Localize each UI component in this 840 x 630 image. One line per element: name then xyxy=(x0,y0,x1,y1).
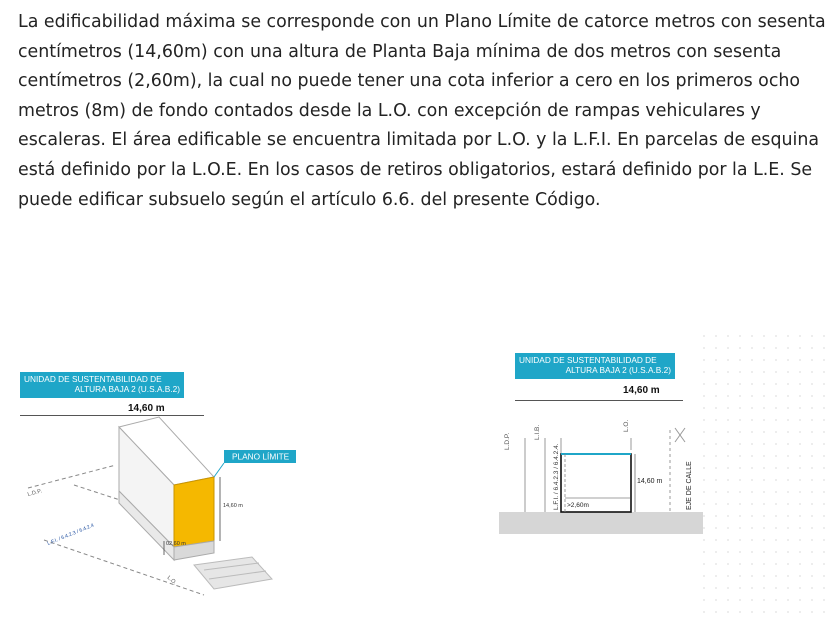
grid-dot xyxy=(763,419,765,421)
grid-dot xyxy=(739,335,741,337)
grid-dot xyxy=(811,383,813,385)
grid-dot xyxy=(751,443,753,445)
grid-dot xyxy=(799,419,801,421)
grid-dot xyxy=(775,371,777,373)
grid-dot xyxy=(823,335,825,337)
grid-dot xyxy=(823,395,825,397)
grid-dot xyxy=(787,563,789,565)
grid-dot xyxy=(727,455,729,457)
grid-dot xyxy=(751,347,753,349)
grid-dot xyxy=(727,539,729,541)
grid-dot xyxy=(727,527,729,529)
grid-dot xyxy=(739,407,741,409)
grid-dot xyxy=(727,359,729,361)
grid-dot xyxy=(703,599,705,601)
banner-line-1: UNIDAD DE SUSTENTABILIDAD DE xyxy=(519,355,657,365)
grid-dot xyxy=(799,539,801,541)
grid-dot xyxy=(703,431,705,433)
grid-dot xyxy=(715,455,717,457)
grid-dot xyxy=(787,359,789,361)
grid-dot xyxy=(703,407,705,409)
grid-dot xyxy=(751,407,753,409)
section-diagram xyxy=(495,350,725,540)
grid-dot xyxy=(787,479,789,481)
lfi-label: L.F.I. / 6.4.2.3 / 6.4.2.4 xyxy=(46,522,95,547)
grid-dot xyxy=(751,395,753,397)
grid-dot xyxy=(739,563,741,565)
grid-dot xyxy=(763,527,765,529)
side-height-label: 14,60 m xyxy=(223,503,243,509)
grid-dot xyxy=(751,503,753,505)
grid-dot xyxy=(775,515,777,517)
grid-dot xyxy=(703,443,705,445)
grid-dot xyxy=(739,383,741,385)
grid-dot xyxy=(823,359,825,361)
grid-dot xyxy=(715,443,717,445)
grid-dot xyxy=(763,359,765,361)
grid-dot xyxy=(775,611,777,613)
grid-dot xyxy=(739,527,741,529)
grid-dot xyxy=(703,335,705,337)
section-drawing xyxy=(495,350,725,540)
height-value: 14,60 m xyxy=(128,403,165,414)
grid-dot xyxy=(703,587,705,589)
grid-dot xyxy=(787,455,789,457)
grid-dot xyxy=(811,455,813,457)
grid-dot xyxy=(703,575,705,577)
grid-dot xyxy=(715,587,717,589)
grid-dot xyxy=(799,431,801,433)
grid-dot xyxy=(763,371,765,373)
grid-dot xyxy=(775,575,777,577)
grid-dot xyxy=(739,455,741,457)
grid-dot xyxy=(763,599,765,601)
grid-dot xyxy=(811,479,813,481)
grid-dot xyxy=(823,563,825,565)
grid-dot xyxy=(727,587,729,589)
grid-dot xyxy=(751,551,753,553)
grid-dot xyxy=(811,575,813,577)
grid-dot xyxy=(823,599,825,601)
grid-dot xyxy=(799,407,801,409)
grid-dot xyxy=(811,611,813,613)
grid-dot xyxy=(739,587,741,589)
grid-dot xyxy=(811,551,813,553)
grid-dot xyxy=(739,503,741,505)
grid-dot xyxy=(799,395,801,397)
grid-dot xyxy=(739,419,741,421)
grid-dot xyxy=(811,599,813,601)
grid-dot xyxy=(703,563,705,565)
grid-dot xyxy=(751,491,753,493)
grid-dot xyxy=(751,515,753,517)
grid-dot xyxy=(727,599,729,601)
grid-dot xyxy=(739,431,741,433)
grid-dot xyxy=(823,551,825,553)
grid-dot xyxy=(811,431,813,433)
grid-dot xyxy=(799,503,801,505)
grid-dot xyxy=(751,527,753,529)
body-paragraph: La edificabilidad máxima se corresponde con un Plano Límite de catorce metros con sesenta centímetros (14,60m) con una altura de Planta Baja mínima de dos metros con sesenta centímetros (2,60m), la cual no puede tener una cota inferior a cero en los primeros ocho metros (8m) de fondo contados desde la L.O. con excepción de rampas vehiculares y escaleras. El área edificable se encuentra limitada por L.O. y la L.F.I. En parcelas de esquina está definido por la L.O.E. En los casos de retiros obligatorios, estará definido por la L.E. Se puede edificar subsuelo según el artículo 6.6. del presente Código. xyxy=(18,12,826,210)
grid-dot xyxy=(703,419,705,421)
grid-dot xyxy=(799,491,801,493)
grid-dot xyxy=(811,563,813,565)
grid-dot xyxy=(823,503,825,505)
grid-dot xyxy=(775,335,777,337)
dot-grid xyxy=(700,330,830,620)
grid-dot xyxy=(751,611,753,613)
grid-dot xyxy=(715,419,717,421)
grid-dot xyxy=(775,503,777,505)
grid-dot xyxy=(775,491,777,493)
grid-dot xyxy=(787,539,789,541)
grid-dot xyxy=(811,335,813,337)
lo-label: L.O. xyxy=(623,419,630,432)
grid-dot xyxy=(715,407,717,409)
grid-dot xyxy=(751,539,753,541)
grid-dot xyxy=(763,587,765,589)
grid-dot xyxy=(775,563,777,565)
grid-dot xyxy=(703,347,705,349)
grid-dot xyxy=(715,599,717,601)
base-height-label: >2,60m xyxy=(567,502,589,509)
grid-dot xyxy=(715,467,717,469)
grid-dot xyxy=(715,575,717,577)
grid-dot xyxy=(787,467,789,469)
grid-dot xyxy=(715,539,717,541)
grid-dot xyxy=(715,515,717,517)
grid-dot xyxy=(799,515,801,517)
grid-dot xyxy=(751,383,753,385)
grid-dot xyxy=(787,527,789,529)
grid-dot xyxy=(811,395,813,397)
grid-dot xyxy=(727,491,729,493)
grid-dot xyxy=(811,527,813,529)
grid-dot xyxy=(703,383,705,385)
grid-dot xyxy=(751,563,753,565)
grid-dot xyxy=(787,395,789,397)
grid-dot xyxy=(739,467,741,469)
grid-dot xyxy=(715,395,717,397)
grid-dot xyxy=(751,455,753,457)
grid-dot xyxy=(739,491,741,493)
plano-limite-label: PLANO LÍMITE xyxy=(232,451,290,462)
grid-dot xyxy=(703,539,705,541)
grid-dot xyxy=(751,467,753,469)
grid-dot xyxy=(775,479,777,481)
grid-dot xyxy=(703,611,705,613)
grid-dot xyxy=(751,419,753,421)
grid-dot xyxy=(775,395,777,397)
grid-dot xyxy=(751,479,753,481)
grid-dot xyxy=(811,419,813,421)
grid-dot xyxy=(799,371,801,373)
grid-dot xyxy=(751,359,753,361)
grid-dot xyxy=(763,515,765,517)
grid-dot xyxy=(763,539,765,541)
grid-dot xyxy=(799,563,801,565)
grid-dot xyxy=(715,563,717,565)
grid-dot xyxy=(775,443,777,445)
grid-dot xyxy=(763,563,765,565)
lib-label: L.I.B. xyxy=(534,424,541,440)
grid-dot xyxy=(775,431,777,433)
grid-dot xyxy=(751,587,753,589)
grid-dot xyxy=(739,551,741,553)
ldp-label: L.D.P. xyxy=(504,432,511,450)
grid-dot xyxy=(799,479,801,481)
grid-dot xyxy=(763,395,765,397)
grid-dot xyxy=(763,575,765,577)
grid-dot xyxy=(811,407,813,409)
grid-dot xyxy=(823,539,825,541)
grid-dot xyxy=(775,587,777,589)
grid-dot xyxy=(787,347,789,349)
grid-dot xyxy=(727,395,729,397)
grid-dot xyxy=(703,503,705,505)
grid-dot xyxy=(775,467,777,469)
grid-dot xyxy=(715,359,717,361)
grid-dot xyxy=(703,371,705,373)
grid-dot xyxy=(823,383,825,385)
grid-dot xyxy=(811,467,813,469)
ldp-label: L.D.P. xyxy=(26,488,43,498)
grid-dot xyxy=(715,371,717,373)
grid-dot xyxy=(799,347,801,349)
lfi-label: L.F.I. / 6.4.2.3 / 6.4.2.4. xyxy=(553,443,560,510)
grid-dot xyxy=(763,479,765,481)
grid-dot xyxy=(727,551,729,553)
grid-dot xyxy=(739,479,741,481)
grid-dot xyxy=(775,539,777,541)
grid-dot xyxy=(799,359,801,361)
grid-dot xyxy=(703,515,705,517)
isometric-diagram xyxy=(14,365,324,625)
grid-dot xyxy=(727,347,729,349)
grid-dot xyxy=(715,611,717,613)
grid-dot xyxy=(811,491,813,493)
grid-dot xyxy=(715,347,717,349)
grid-dot xyxy=(799,455,801,457)
grid-dot xyxy=(787,431,789,433)
grid-dot xyxy=(787,335,789,337)
grid-dot xyxy=(787,551,789,553)
banner-line-2: ALTURA BAJA 2 (U.S.A.B.2) xyxy=(565,365,671,375)
grid-dot xyxy=(727,407,729,409)
grid-dot xyxy=(799,335,801,337)
banner-line-2: ALTURA BAJA 2 (U.S.A.B.2) xyxy=(74,384,180,394)
grid-dot xyxy=(823,443,825,445)
grid-dot xyxy=(763,611,765,613)
grid-dot xyxy=(739,539,741,541)
grid-dot xyxy=(751,431,753,433)
grid-dot xyxy=(727,563,729,565)
grid-dot xyxy=(811,359,813,361)
grid-dot xyxy=(715,383,717,385)
grid-dot xyxy=(799,611,801,613)
grid-dot xyxy=(787,371,789,373)
grid-dot xyxy=(739,395,741,397)
grid-dot xyxy=(703,395,705,397)
grid-dot xyxy=(823,491,825,493)
grid-dot xyxy=(751,575,753,577)
grid-dot xyxy=(775,407,777,409)
grid-dot xyxy=(763,407,765,409)
grid-dot xyxy=(787,491,789,493)
grid-dot xyxy=(727,431,729,433)
grid-dot xyxy=(799,575,801,577)
grid-dot xyxy=(763,443,765,445)
grid-dot xyxy=(763,503,765,505)
grid-dot xyxy=(751,335,753,337)
grid-dot xyxy=(703,479,705,481)
grid-dot xyxy=(823,431,825,433)
grid-dot xyxy=(739,443,741,445)
grid-dot xyxy=(763,551,765,553)
grid-dot xyxy=(739,575,741,577)
grid-dot xyxy=(763,431,765,433)
grid-dot xyxy=(811,371,813,373)
grid-dot xyxy=(823,419,825,421)
grid-dot xyxy=(811,539,813,541)
grid-dot xyxy=(739,359,741,361)
grid-dot xyxy=(823,407,825,409)
grid-dot xyxy=(775,599,777,601)
grid-dot xyxy=(799,443,801,445)
grid-dot xyxy=(811,443,813,445)
grid-dot xyxy=(751,599,753,601)
grid-dot xyxy=(763,347,765,349)
street-axis-label: EJE DE CALLE xyxy=(686,461,693,510)
grid-dot xyxy=(787,611,789,613)
grid-dot xyxy=(703,467,705,469)
grid-dot xyxy=(823,455,825,457)
grid-dot xyxy=(799,587,801,589)
grid-dot xyxy=(823,479,825,481)
grid-dot xyxy=(715,503,717,505)
grid-dot xyxy=(739,599,741,601)
grid-dot xyxy=(787,575,789,577)
grid-dot xyxy=(775,455,777,457)
grid-dot xyxy=(703,527,705,529)
grid-dot xyxy=(763,467,765,469)
grid-dot xyxy=(811,587,813,589)
grid-dot xyxy=(727,515,729,517)
grid-dot xyxy=(787,587,789,589)
grid-dot xyxy=(823,467,825,469)
grid-dot xyxy=(775,347,777,349)
grid-dot xyxy=(715,431,717,433)
grid-dot xyxy=(727,467,729,469)
grid-dot xyxy=(823,527,825,529)
grid-dot xyxy=(775,419,777,421)
grid-dot xyxy=(799,467,801,469)
grid-dot xyxy=(787,419,789,421)
grid-dot xyxy=(787,383,789,385)
grid-dot xyxy=(715,335,717,337)
grid-dot xyxy=(715,479,717,481)
grid-dot xyxy=(703,491,705,493)
grid-dot xyxy=(823,587,825,589)
grid-dot xyxy=(715,551,717,553)
grid-dot xyxy=(727,479,729,481)
grid-dot xyxy=(799,527,801,529)
grid-dot xyxy=(703,551,705,553)
grid-dot xyxy=(727,371,729,373)
grid-dot xyxy=(823,347,825,349)
grid-dot xyxy=(811,503,813,505)
grid-dot xyxy=(739,371,741,373)
grid-dot xyxy=(763,491,765,493)
grid-dot xyxy=(727,575,729,577)
grid-dot xyxy=(763,455,765,457)
grid-dot xyxy=(751,371,753,373)
height-value-right: 14,60 m xyxy=(623,385,660,396)
grid-dot xyxy=(787,443,789,445)
grid-dot xyxy=(823,611,825,613)
grid-dot xyxy=(703,455,705,457)
grid-dot xyxy=(787,407,789,409)
grid-dot xyxy=(799,551,801,553)
grid-dot xyxy=(787,515,789,517)
grid-dot xyxy=(727,419,729,421)
grid-dot xyxy=(799,383,801,385)
grid-dot xyxy=(823,371,825,373)
grid-dot xyxy=(775,527,777,529)
grid-dot xyxy=(811,515,813,517)
banner-line-1: UNIDAD DE SUSTENTABILIDAD DE xyxy=(24,374,162,384)
grid-dot xyxy=(823,515,825,517)
grid-dot xyxy=(739,611,741,613)
isometric-drawing xyxy=(14,365,324,625)
grid-dot xyxy=(763,383,765,385)
grid-dot xyxy=(727,443,729,445)
grid-dot xyxy=(775,383,777,385)
grid-dot xyxy=(811,347,813,349)
grid-dot xyxy=(727,335,729,337)
grid-dot xyxy=(799,599,801,601)
grid-dot xyxy=(823,575,825,577)
grid-dot xyxy=(715,527,717,529)
grid-dot xyxy=(775,359,777,361)
grid-dot xyxy=(775,551,777,553)
grid-dot xyxy=(727,383,729,385)
grid-dot xyxy=(787,503,789,505)
grid-dot xyxy=(715,491,717,493)
grid-dot xyxy=(763,335,765,337)
grid-dot xyxy=(727,503,729,505)
grid-dot xyxy=(739,347,741,349)
grid-dot xyxy=(739,515,741,517)
base-height-label: 02,60 m xyxy=(166,541,186,547)
grid-dot xyxy=(787,599,789,601)
lo-label: L.O. xyxy=(165,574,178,587)
grid-dot xyxy=(703,359,705,361)
side-height-label: 14,60 m xyxy=(637,478,663,485)
grid-dot xyxy=(727,611,729,613)
